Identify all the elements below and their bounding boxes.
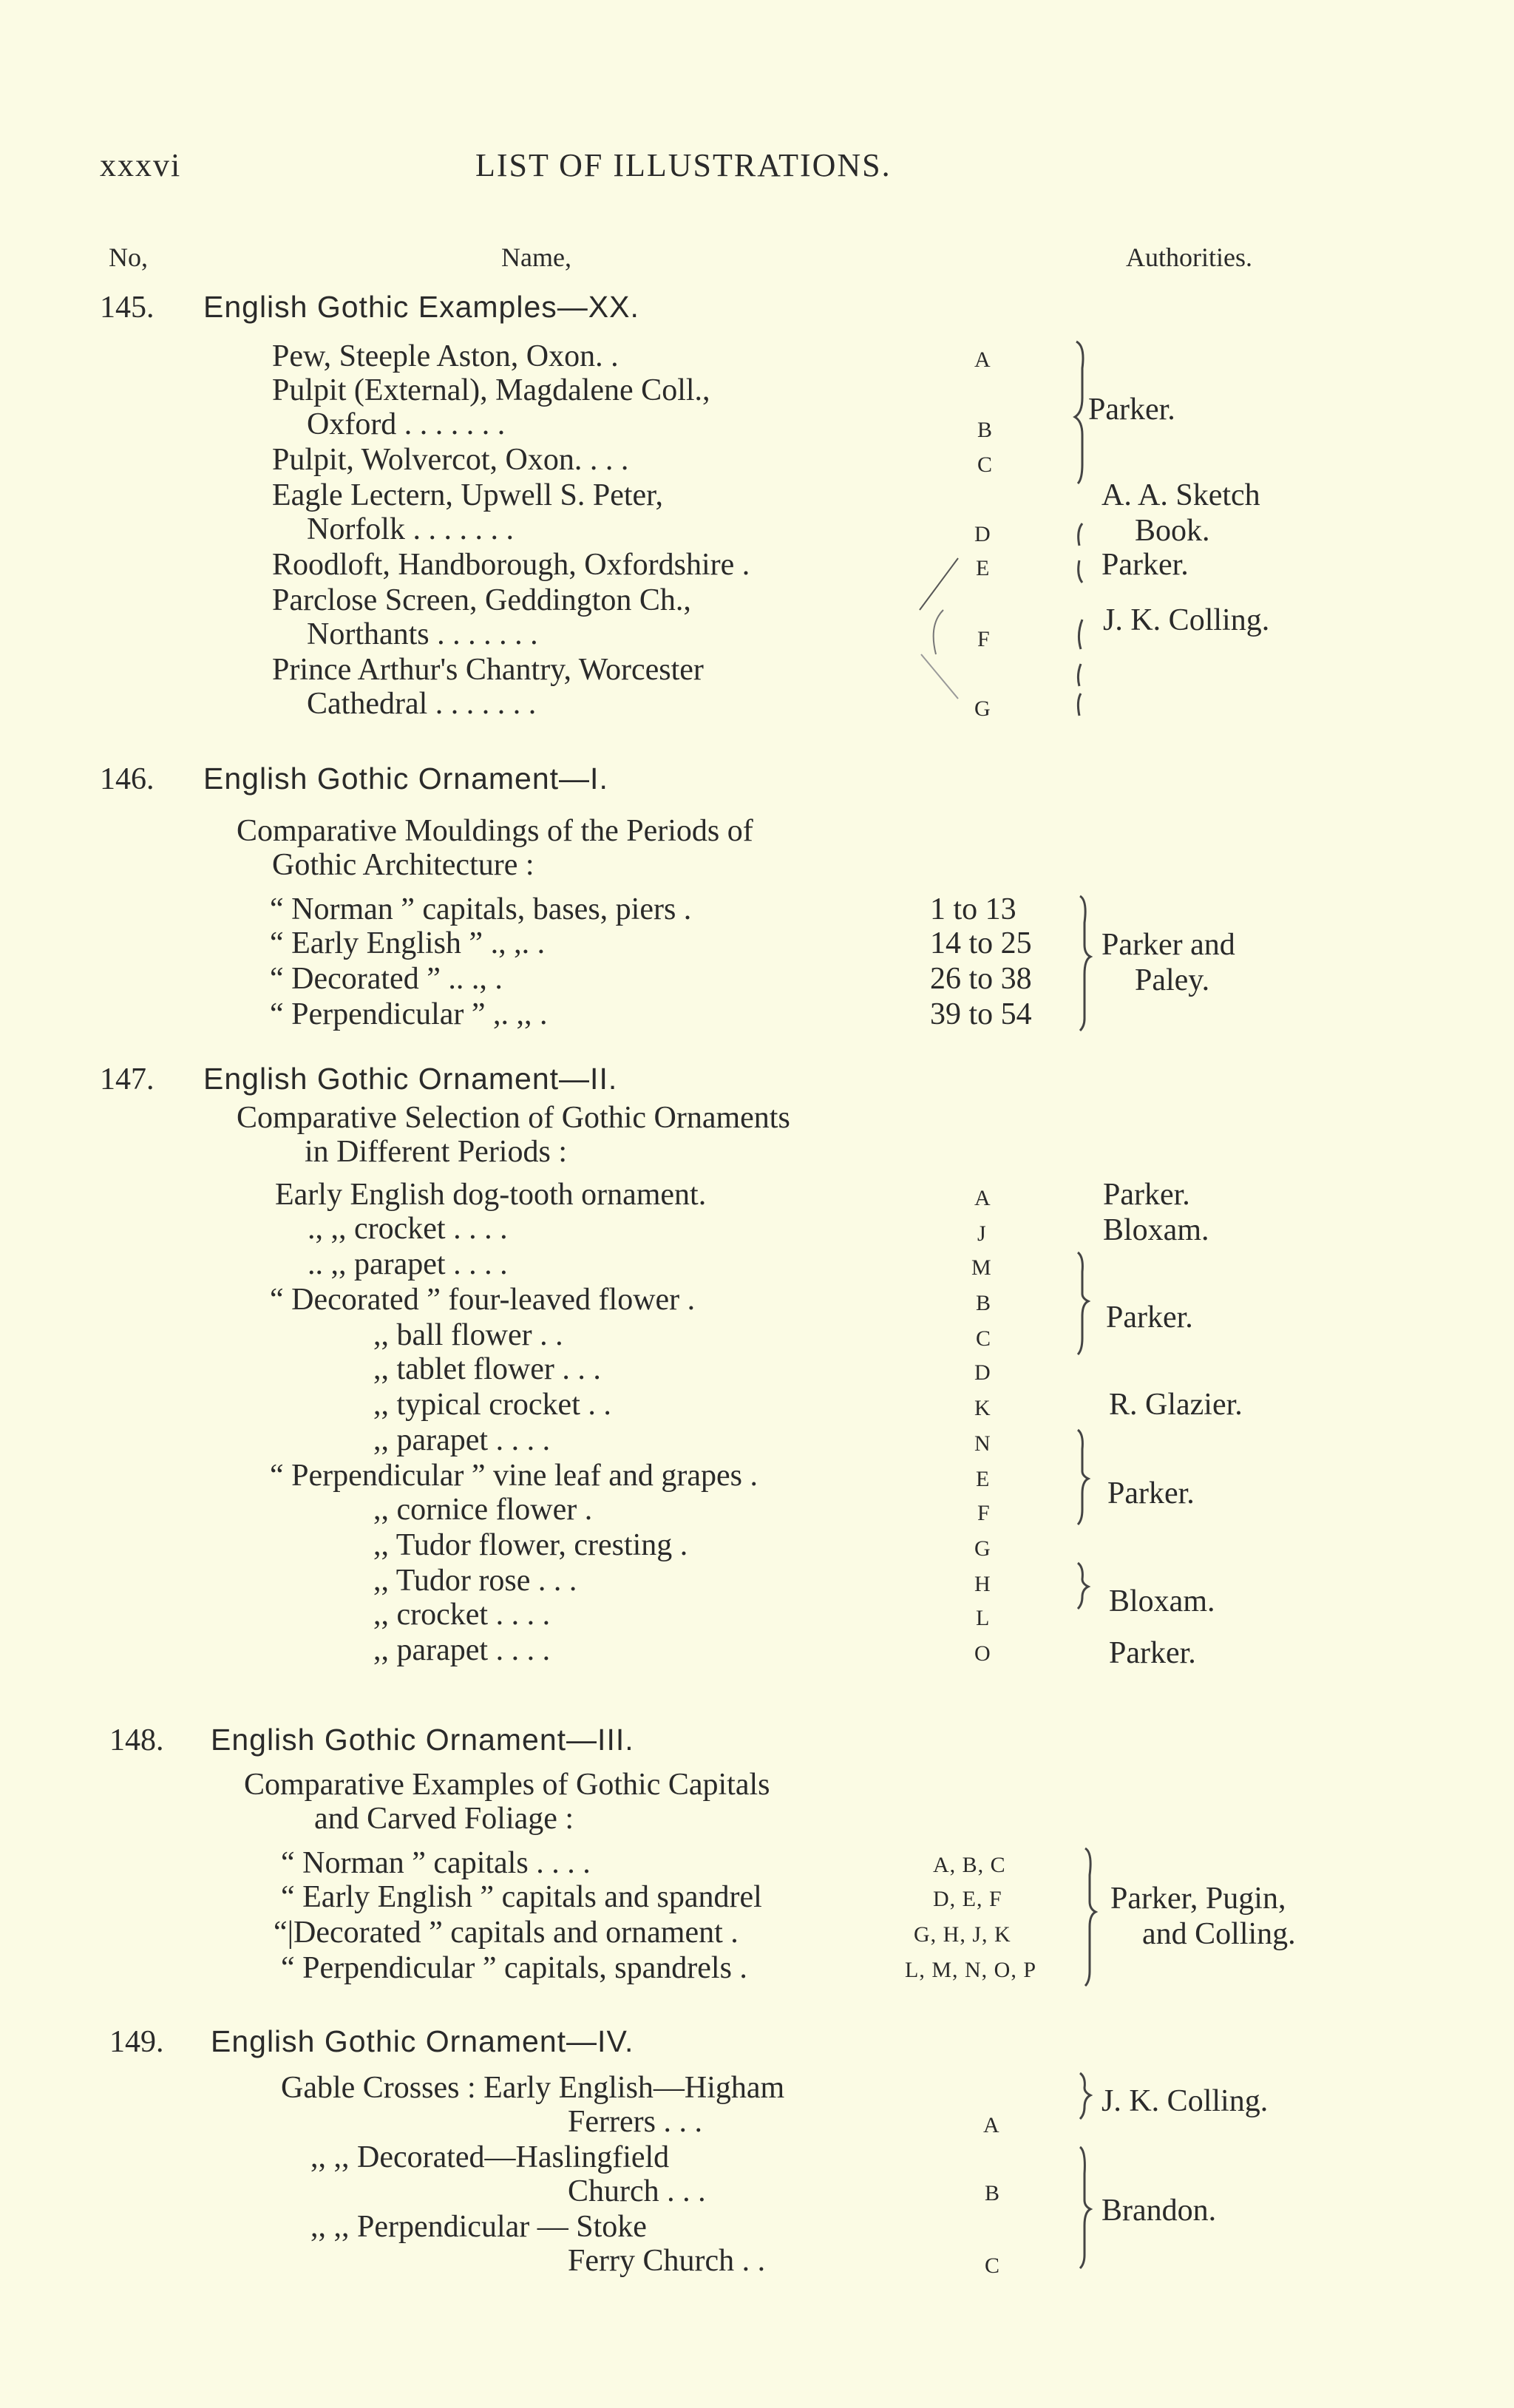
list-item: ,, crocket . . . . bbox=[373, 1598, 551, 1632]
range: 26 to 38 bbox=[930, 962, 1032, 996]
authority: and Colling. bbox=[1142, 1917, 1296, 1951]
list-item: .. ,, parapet . . . . bbox=[308, 1247, 508, 1281]
list-item: Pew, Steeple Aston, Oxon. . bbox=[272, 339, 619, 373]
brace-lines bbox=[1076, 893, 1098, 1034]
plate-letter: G bbox=[974, 1536, 991, 1561]
list-item: ,, tablet flower . . . bbox=[373, 1352, 601, 1386]
list-item: “|Decorated ” capitals and ornament . bbox=[274, 1916, 739, 1950]
list-item: Church . . . bbox=[568, 2174, 706, 2208]
list-item: “ Perpendicular ” vine leaf and grapes . bbox=[270, 1459, 758, 1493]
subtitle: in Different Periods : bbox=[305, 1135, 567, 1169]
brace-lines bbox=[1076, 2070, 1098, 2285]
list-item: Cathedral . . . . . . . bbox=[307, 687, 537, 721]
authority: Parker. bbox=[1088, 393, 1175, 427]
entry-title: English Gothic Ornament—I. bbox=[203, 762, 608, 796]
list-item: ,, cornice flower . bbox=[373, 1493, 593, 1527]
list-item: Eagle Lectern, Upwell S. Peter, bbox=[272, 478, 663, 512]
plate-letter: G bbox=[974, 696, 991, 721]
entry-title: English Gothic Ornament—IV. bbox=[211, 2024, 634, 2058]
range: 14 to 25 bbox=[930, 926, 1032, 960]
plate-letter: E bbox=[976, 1467, 991, 1491]
plate-letter: C bbox=[985, 2253, 1001, 2278]
subtitle: and Carved Foliage : bbox=[314, 1802, 574, 1836]
list-item: “ Early English ” capitals and spandrel bbox=[281, 1880, 762, 1914]
plate-letter: J bbox=[977, 1221, 987, 1246]
list-item: Ferry Church . . bbox=[568, 2244, 766, 2278]
authority: Parker and bbox=[1101, 928, 1235, 962]
list-item: ,, Tudor flower, cresting . bbox=[373, 1528, 688, 1562]
plate-letter: N bbox=[974, 1431, 991, 1456]
list-item: Pulpit, Wolvercot, Oxon. . . . bbox=[272, 443, 629, 477]
column-header-no: No, bbox=[109, 243, 148, 272]
plate-letter: H bbox=[974, 1572, 991, 1596]
list-item: “ Perpendicular ” ,. ,, . bbox=[270, 997, 548, 1031]
list-item: Early English dog-tooth ornament. bbox=[275, 1178, 707, 1212]
plate-letter: B bbox=[976, 1291, 992, 1315]
brace-lines bbox=[1081, 1845, 1103, 1993]
list-item: Oxford . . . . . . . bbox=[307, 407, 506, 441]
list-item: ,, parapet . . . . bbox=[373, 1423, 551, 1457]
entry-number: 146. bbox=[100, 762, 155, 796]
page-number: xxxvi bbox=[100, 147, 182, 183]
list-item: Norfolk . . . . . . . bbox=[307, 512, 514, 546]
plate-letter: E bbox=[976, 556, 991, 580]
plate-letter: C bbox=[977, 452, 994, 477]
list-item: Gable Crosses : Early English—Higham bbox=[281, 2071, 785, 2105]
subtitle: Gothic Architecture : bbox=[272, 848, 534, 882]
plate-letter: D bbox=[974, 1360, 991, 1385]
list-item: ,, ball flower . . bbox=[373, 1318, 563, 1352]
range: 39 to 54 bbox=[930, 997, 1032, 1031]
plate-letter: A, B, C bbox=[933, 1853, 1006, 1877]
authority: Parker. bbox=[1103, 1178, 1190, 1212]
entry-title: English Gothic Ornament—III. bbox=[211, 1723, 634, 1757]
list-item: ,, ,, Decorated—Haslingfield bbox=[310, 2140, 670, 2174]
authority: J. K. Colling. bbox=[1101, 2084, 1269, 2118]
list-item: Ferrers . . . bbox=[568, 2105, 702, 2139]
list-item: ,, parapet . . . . bbox=[373, 1633, 551, 1667]
column-header-name: Name, bbox=[501, 243, 571, 272]
authority: Parker. bbox=[1106, 1300, 1193, 1334]
list-item: Prince Arthur's Chantry, Worcester bbox=[272, 653, 704, 687]
plate-letter: C bbox=[976, 1326, 992, 1351]
authority: Bloxam. bbox=[1109, 1584, 1215, 1618]
authority: A. A. Sketch bbox=[1101, 478, 1260, 512]
list-item: ,, typical crocket . . bbox=[373, 1388, 611, 1422]
plate-letter: L bbox=[976, 1606, 991, 1630]
authority: Bloxam. bbox=[1103, 1213, 1209, 1247]
plate-letter: M bbox=[971, 1255, 992, 1280]
list-item: Parclose Screen, Geddington Ch., bbox=[272, 583, 691, 617]
list-item: Pulpit (External), Magdalene Coll., bbox=[272, 373, 710, 407]
list-item: “ Decorated ” .. ., . bbox=[270, 962, 503, 996]
list-item: “ Decorated ” four-leaved flower . bbox=[270, 1283, 696, 1317]
subtitle: Comparative Mouldings of the Periods of bbox=[237, 814, 753, 848]
plate-letter: F bbox=[977, 1501, 991, 1525]
list-item: “ Norman ” capitals . . . . bbox=[281, 1846, 591, 1880]
list-item: “ Perpendicular ” capitals, spandrels . bbox=[281, 1951, 747, 1985]
column-header-authorities: Authorities. bbox=[1126, 243, 1252, 272]
authority: Parker. bbox=[1107, 1476, 1195, 1510]
authority: Paley. bbox=[1135, 963, 1210, 997]
plate-letter: D, E, F bbox=[933, 1887, 1002, 1911]
bracket-lines bbox=[914, 551, 973, 721]
plate-letter: A bbox=[974, 347, 991, 372]
range: 1 to 13 bbox=[930, 892, 1016, 926]
subtitle: Comparative Selection of Gothic Ornaments bbox=[237, 1101, 790, 1135]
entry-title: English Gothic Examples—XX. bbox=[203, 290, 639, 324]
authority: Brandon. bbox=[1101, 2194, 1217, 2228]
entry-number: 145. bbox=[100, 291, 155, 325]
authority: Parker, Pugin, bbox=[1110, 1882, 1286, 1916]
list-item: ,, ,, Perpendicular — Stoke bbox=[310, 2210, 647, 2244]
entry-number: 147. bbox=[100, 1062, 155, 1096]
plate-letter: F bbox=[977, 627, 991, 651]
plate-letter: L, M, N, O, P bbox=[905, 1958, 1037, 1982]
subtitle: Comparative Examples of Gothic Capitals bbox=[244, 1768, 770, 1802]
authority: Parker. bbox=[1109, 1636, 1196, 1670]
plate-letter: B bbox=[985, 2181, 1001, 2205]
plate-letter: B bbox=[977, 418, 994, 442]
authority: J. K. Colling. bbox=[1103, 603, 1270, 637]
list-item: Northants . . . . . . . bbox=[307, 617, 538, 651]
plate-letter: D bbox=[974, 522, 991, 546]
authority: R. Glazier. bbox=[1109, 1388, 1243, 1422]
entry-number: 149. bbox=[109, 2025, 164, 2059]
plate-letter: K bbox=[974, 1396, 991, 1420]
authority: Parker. bbox=[1101, 548, 1189, 582]
list-item: ,, Tudor rose . . . bbox=[373, 1564, 577, 1598]
list-item: “ Norman ” capitals, bases, piers . bbox=[270, 892, 692, 926]
plate-letter: G, H, J, K bbox=[914, 1922, 1011, 1947]
list-item: ., ,, crocket . . . . bbox=[308, 1212, 508, 1246]
plate-letter: A bbox=[974, 1186, 991, 1210]
list-item: Roodloft, Handborough, Oxfordshire . bbox=[272, 548, 750, 582]
list-item: “ Early English ” ., ,. . bbox=[270, 926, 546, 960]
plate-letter: O bbox=[974, 1641, 991, 1666]
authority: Book. bbox=[1135, 514, 1210, 548]
plate-letter: A bbox=[983, 2113, 1000, 2137]
page-title: LIST OF ILLUSTRATIONS. bbox=[475, 147, 892, 183]
entry-number: 148. bbox=[109, 1723, 164, 1757]
entry-title: English Gothic Ornament—II. bbox=[203, 1062, 618, 1096]
brace-lines bbox=[1073, 1249, 1096, 1663]
